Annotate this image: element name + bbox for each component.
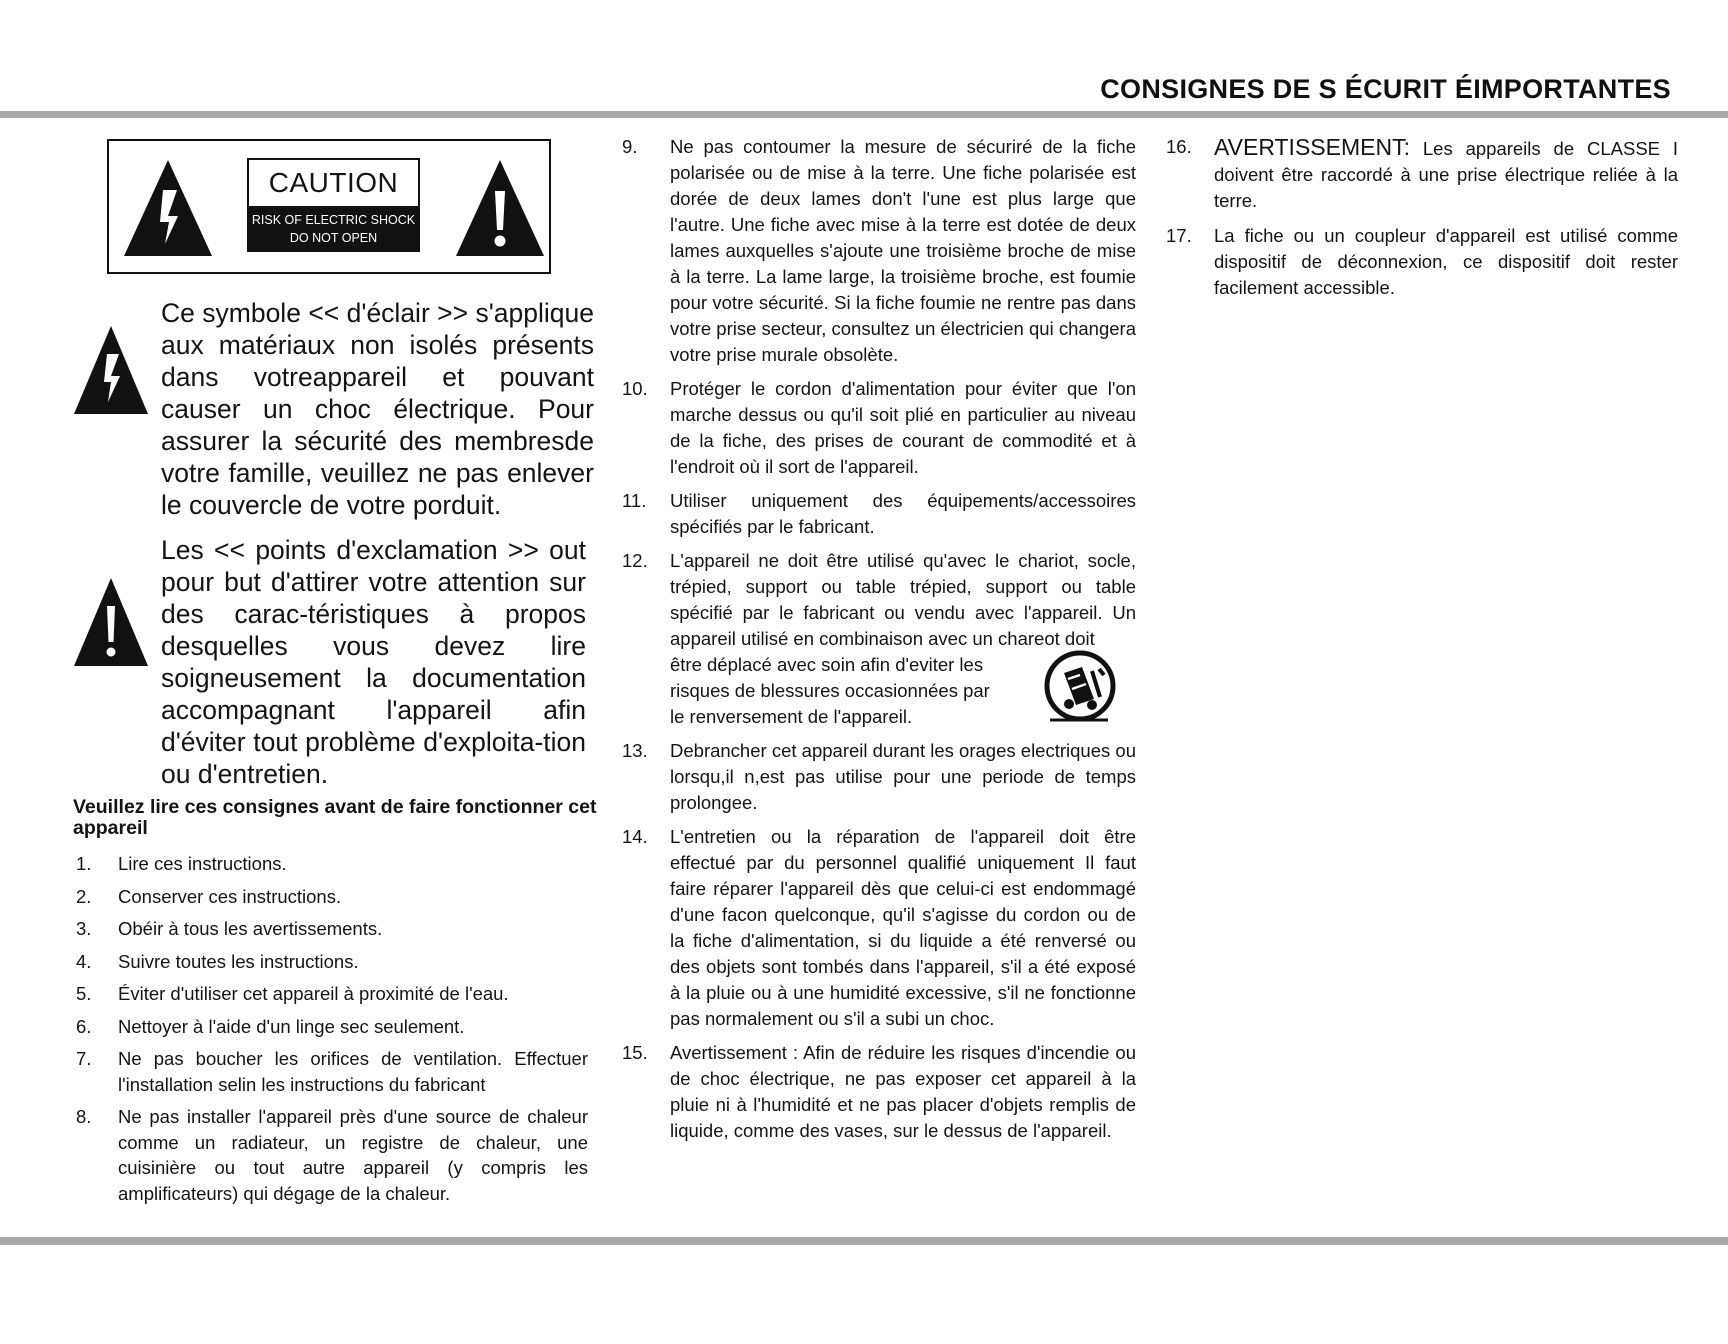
lightning-symbol-icon <box>73 324 149 416</box>
list-item <box>622 738 1136 816</box>
list-item <box>76 1104 588 1206</box>
lightning-symbol-description: Ce symbole << d'éclair >> s'applique aux matériaux non isolés présents dans votreappareil et pouvant causer un choc électrique. Pour assurer la sécurité des membresde votre famille, veuillez ne pas enlever le couvercle de votre porduit. <box>161 298 594 520</box>
list-item <box>76 916 588 942</box>
caution-word: CAUTION <box>247 158 420 206</box>
instructions-list-column-3 <box>1166 134 1679 310</box>
item-text: Ne pas contoumer la mesure de sécuriré de la fiche polarisée ou de mise à la terre. Une fiche polarisée est dorée de deux lames don't l'une est plus large que l'autre. Une fiche avec mise à la terre est dotée de deux lames auxquelles s'ajoute une troisième broche de mise à la terre. La lame large, la troisième broche, est foumie pour votre sécurité. Si la fiche foumie ne rentre pas dans votre prise secteur, consultez un électricien qui changera votre prise murale obsolète. <box>670 136 1136 365</box>
cart-warning-icon <box>1042 649 1118 725</box>
item-text: Les appareils de CLASSE I doivent être raccordé à une prise électrique reliée à la terre. <box>1214 138 1679 211</box>
caution-line-1: RISK OF ELECTRIC SHOCK <box>251 213 416 227</box>
list-item <box>622 824 1136 1032</box>
item-lead: AVERTISSEMENT: <box>1214 134 1410 160</box>
item-number: 6. <box>76 1015 92 1037</box>
item-number: 3. <box>76 918 92 939</box>
list-item <box>622 488 1136 540</box>
item-text: Nettoyer à l'aide d'un linge sec seulement. <box>118 1015 465 1037</box>
item-number: 7. <box>76 1048 92 1069</box>
caution-line-2: DO NOT OPEN <box>289 231 378 245</box>
item-number: 15. <box>622 1042 648 1063</box>
list-item <box>1166 223 1678 301</box>
list-item <box>622 1040 1136 1144</box>
item-number: 13. <box>622 740 648 761</box>
item-text: Lire ces instructions. <box>118 853 287 874</box>
list-item <box>76 949 588 975</box>
instructions-list-column-2 <box>622 134 1136 1152</box>
list-item <box>622 376 1136 480</box>
list-item <box>76 1046 588 1097</box>
list-item <box>1166 134 1679 214</box>
item-text: Debrancher cet appareil durant les orages electriques ou lorsqu,il n,est pas utilise pour une periode de temps prolongee. <box>670 740 1136 813</box>
instructions-heading: Veuillez lire ces consignes avant de faire fonctionner cet appareil <box>73 796 597 839</box>
item-text-line: risques de blessures occasionnées par <box>670 680 990 701</box>
item-number: 8. <box>76 1106 92 1127</box>
item-number: 4. <box>76 950 92 972</box>
exclamation-warning-icon <box>454 158 546 258</box>
page-title: CONSIGNES DE S ÉCURIT ÉIMPORTANTES <box>1100 74 1671 104</box>
exclamation-symbol-icon <box>73 576 149 668</box>
item-number: 11. <box>622 490 647 511</box>
list-item <box>622 548 1136 730</box>
item-number: 9. <box>622 136 638 157</box>
item-text-line: être déplacé avec soin afin d'eviter les <box>670 654 984 675</box>
item-text: Suivre toutes les instructions. <box>118 950 359 972</box>
item-text: Conserver ces instructions. <box>118 885 342 907</box>
caution-label <box>107 139 551 274</box>
lightning-warning-icon <box>122 158 214 258</box>
item-text: Obéir à tous les avertissements. <box>118 918 383 939</box>
instructions-list-column-1 <box>76 851 588 1213</box>
item-number: 14. <box>622 826 648 847</box>
list-item <box>76 981 588 1007</box>
item-text-line: le renversement de l'appareil. <box>670 706 913 727</box>
item-number: 1. <box>76 853 92 874</box>
item-text: L'appareil ne doit être utilisé qu'avec le chariot, socle, trépied, support ou table trépied, support ou table spécifié par le fabricant ou vendu avec l'appareil. Un appareil utilisé en combinaison avec un chareot doit <box>670 550 1136 649</box>
caution-band <box>247 206 420 252</box>
item-number: 16. <box>1166 136 1192 157</box>
item-text: Éviter d'utiliser cet appareil à proximité de l'eau. <box>118 983 509 1004</box>
item-number: 2. <box>76 885 92 907</box>
list-item <box>622 134 1136 368</box>
list-item <box>76 1014 588 1040</box>
exclamation-symbol-description: Les << points d'exclamation >> out pour but d'attirer votre attention sur des carac-téristiques à propos desquelles vous devez lire soigneusement la documentation accompagnant l'appareil afin d'éviter tout problème d'exploita-tion ou d'entretien. <box>161 535 586 789</box>
list-item <box>76 884 588 910</box>
item-text: Protéger le cordon d'alimentation pour éviter que l'on marche dessus ou qu'il soit plié en particulier au niveau de la fiche, des prises de courant de commodité et à l'endroit où il sort de l'appareil. <box>670 378 1136 477</box>
item-number: 17. <box>1166 225 1192 246</box>
footer-divider <box>0 1237 1728 1245</box>
header-divider <box>0 111 1728 118</box>
item-text: Ne pas boucher les orifices de ventilation. Effectuer l'installation selin les instructions du fabricant <box>118 1048 588 1095</box>
item-text: La fiche ou un coupleur d'appareil est utilisé comme dispositif de déconnexion, ce dispositif doit rester facilement accessible. <box>1214 225 1678 298</box>
item-text: L'entretien ou la réparation de l'appareil doit être effectué par du personnel qualifié uniquement Il faut faire réparer l'appareil dès que celui-ci est endommagé d'une facon quelconque, qu'il s'agisse du cordon ou de la fiche d'alimentation, si du liquide a été renversé ou des objets sont tombés dans l'appareil, s'il a été exposé à la pluie ou à une humidité excessive, s'il ne fonctionne pas normalement ou s'il a subi un choc. <box>670 826 1136 1029</box>
item-text: Ne pas installer l'appareil près d'une source de chaleur comme un radiateur, un registre de chaleur, une cuisinière ou tout autre appareil (y compris les amplificateurs) qui dégage de la chaleur. <box>118 1106 588 1204</box>
list-item <box>76 851 588 877</box>
item-text: Utiliser uniquement des équipements/accessoires spécifiés par le fabricant. <box>670 490 1136 537</box>
item-number: 5. <box>76 983 92 1004</box>
item-text: Avertissement : Afin de réduire les risques d'incendie ou de choc électrique, ne pas exposer cet appareil à la pluie ni à l'humidité et ne pas placer d'objets remplis de liquide, comme des vases, sur le dessus de l'appareil. <box>670 1042 1136 1141</box>
item-number: 10. <box>622 378 648 399</box>
item-number: 12. <box>622 550 648 571</box>
